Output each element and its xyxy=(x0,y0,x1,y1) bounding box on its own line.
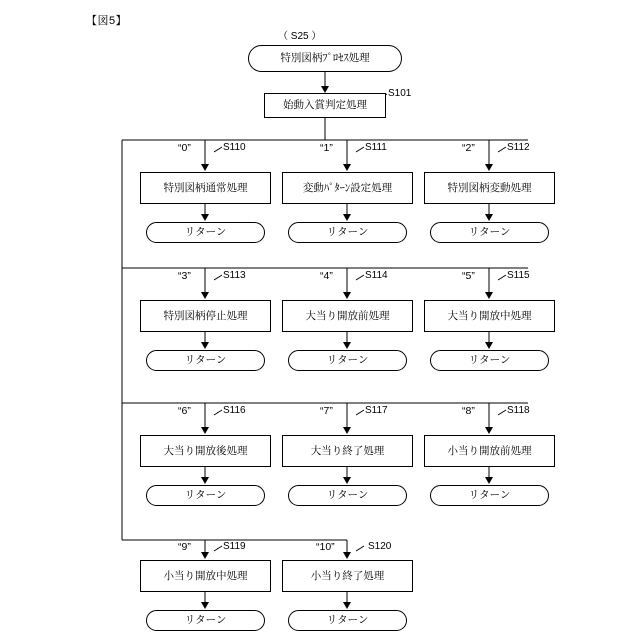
branch-label-1: “1” xyxy=(320,142,333,154)
branch-label-4: “4” xyxy=(320,270,333,282)
branch-label-2: “2” xyxy=(462,142,475,154)
branch-label-5: “5” xyxy=(462,270,475,282)
process-s116: 大当り開放後処理 xyxy=(140,435,271,467)
process-s120: 小当り終了処理 xyxy=(282,560,413,592)
figure-number: 【図5】 xyxy=(86,15,128,27)
process-s110: 特別図柄通常処理 xyxy=(140,172,271,204)
process-s112: 特別図柄変動処理 xyxy=(424,172,555,204)
step-tag-s120: S120 xyxy=(368,541,392,552)
branch-label-10: “10” xyxy=(316,541,335,553)
branch-label-3: “3” xyxy=(178,270,191,282)
return-s117: リターン xyxy=(288,485,407,506)
process-s117: 大当り終了処理 xyxy=(282,435,413,467)
step-tag-s111: S111 xyxy=(365,142,387,153)
return-s113: リターン xyxy=(146,350,265,371)
return-s112: リターン xyxy=(430,222,549,243)
process-s111: 変動ﾊﾟﾀｰﾝ設定処理 xyxy=(282,172,413,204)
step-tag-s114: S114 xyxy=(365,270,388,281)
process-start: 特別図柄ﾌﾟﾛｾｽ処理 xyxy=(248,45,402,72)
return-s116: リターン xyxy=(146,485,265,506)
branch-label-0: “0” xyxy=(178,142,191,154)
return-s115: リターン xyxy=(430,350,549,371)
return-s119: リターン xyxy=(146,610,265,631)
branch-label-7: “7” xyxy=(320,405,333,417)
return-s111: リターン xyxy=(288,222,407,243)
step-tag-s113: S113 xyxy=(223,270,246,281)
process-s114: 大当り開放前処理 xyxy=(282,300,413,332)
return-s110: リターン xyxy=(146,222,265,243)
branch-label-6: “6” xyxy=(178,405,191,417)
return-s120: リターン xyxy=(288,610,407,631)
step-tag-s119: S119 xyxy=(223,541,246,552)
process-s115: 大当り開放中処理 xyxy=(424,300,555,332)
step-tag-s101: S101 xyxy=(388,88,412,99)
step-tag-s118: S118 xyxy=(507,405,530,416)
step-tag-s116: S116 xyxy=(223,405,246,416)
return-s114: リターン xyxy=(288,350,407,371)
process-s118: 小当り開放前処理 xyxy=(424,435,555,467)
step-tag-s117: S117 xyxy=(365,405,388,416)
process-s119: 小当り開放中処理 xyxy=(140,560,271,592)
process-judge: 始動入賞判定処理 xyxy=(264,93,386,118)
branch-label-8: “8” xyxy=(462,405,475,417)
step-tag-s110: S110 xyxy=(223,142,246,153)
branch-label-9: “9” xyxy=(178,541,191,553)
process-s113: 特別図柄停止処理 xyxy=(140,300,271,332)
step-tag-s112: S112 xyxy=(507,142,530,153)
top-step-tag: （ S25 ） xyxy=(278,31,322,42)
return-s118: リターン xyxy=(430,485,549,506)
step-tag-s115: S115 xyxy=(507,270,530,281)
